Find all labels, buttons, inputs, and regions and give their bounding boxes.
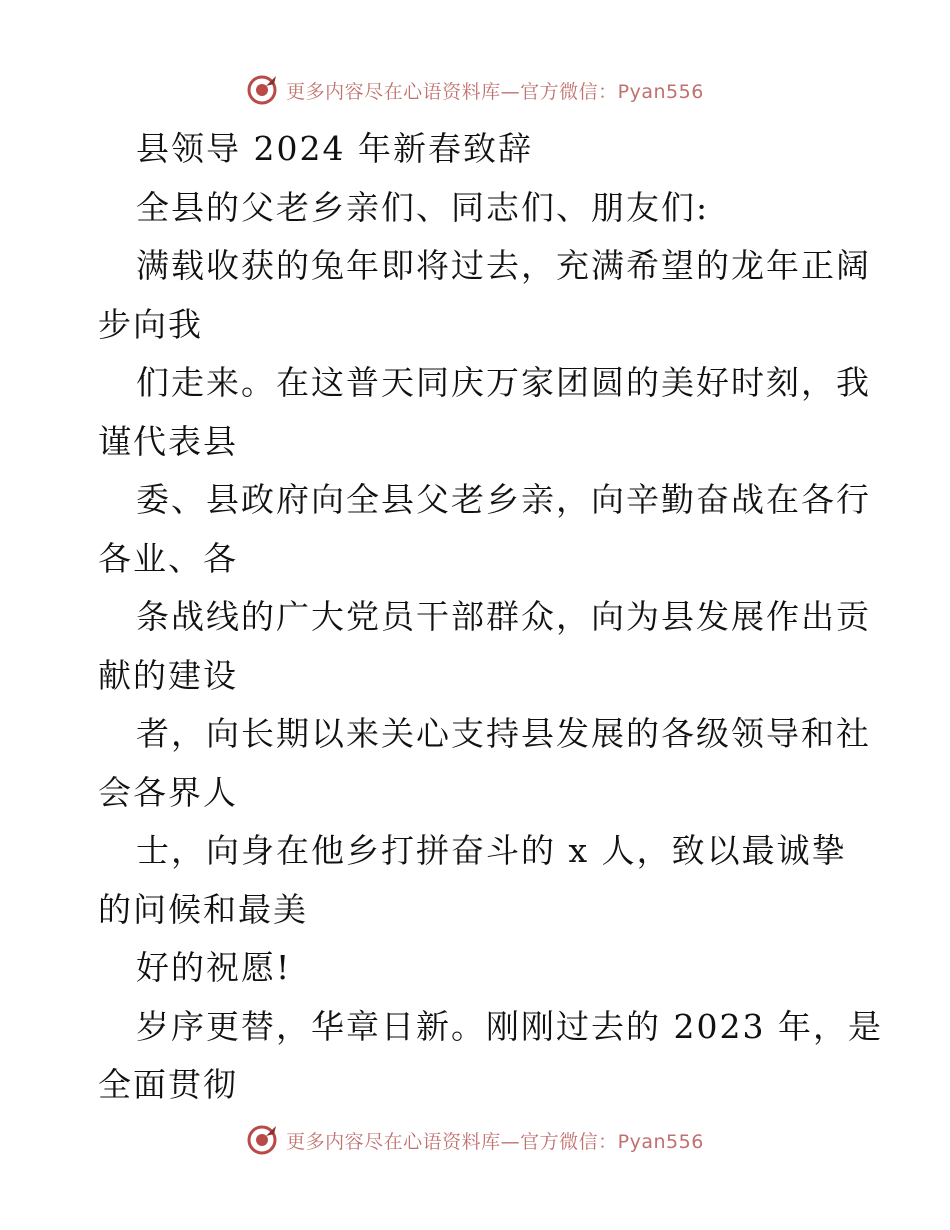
text-line: 好的祝愿! <box>136 948 292 987</box>
text-line: 满载收获的兔年即将过去，充满希望的龙年正阔 <box>136 246 871 285</box>
text-line: 岁序更替，华章日新。刚刚过去的 2023 年，是 <box>136 1006 883 1046</box>
text-line: 们走来。在这普天同庆万家团圆的美好时刻，我 <box>136 363 871 402</box>
logo-icon <box>246 74 278 106</box>
text-line: 士，向身在他乡打拼奋斗的 x 人，致以最诚挚 <box>136 831 847 870</box>
logo-icon <box>246 1124 278 1156</box>
watermark-text: 更多内容尽在心语资料库—官方微信：Pyan556 <box>286 1130 704 1153</box>
footer-watermark <box>0 1120 950 1160</box>
text-line: 者，向长期以来关心支持县发展的各级领导和社 <box>136 714 871 753</box>
document-body <box>98 120 883 1115</box>
header-watermark <box>0 70 950 110</box>
text-line: 全面贯彻 <box>98 1065 238 1104</box>
text-line: 县领导 2024 年新春致辞 <box>136 129 533 168</box>
text-line: 全县的父老乡亲们、同志们、朋友们: <box>136 187 710 227</box>
text-line: 的问候和最美 <box>98 889 308 929</box>
text-line: 献的建设 <box>98 655 238 695</box>
text-line: 步向我 <box>98 304 203 344</box>
text-line: 谨代表县 <box>98 421 238 461</box>
text-line: 各业、各 <box>98 538 238 578</box>
text-line: 条战线的广大党员干部群众，向为县发展作出贡 <box>136 597 871 636</box>
text-line: 会各界人 <box>98 772 238 812</box>
text-line: 委、县政府向全县父老乡亲，向辛勤奋战在各行 <box>136 480 871 519</box>
watermark-text: 更多内容尽在心语资料库—官方微信：Pyan556 <box>286 80 704 103</box>
